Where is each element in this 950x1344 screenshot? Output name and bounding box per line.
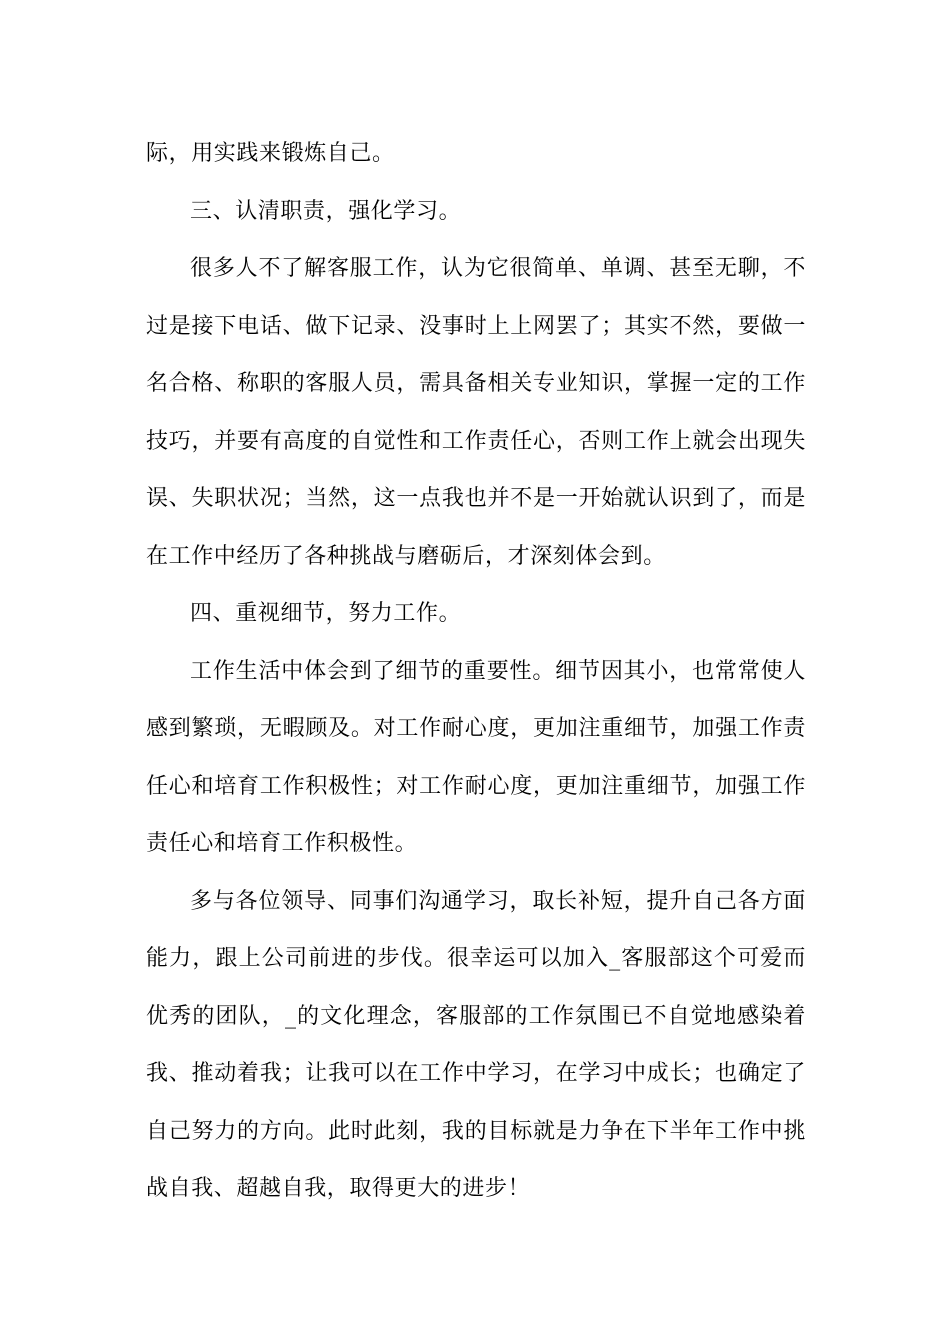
paragraph: 工作生活中体会到了细节的重要性。细节因其小，也常常使人感到繁琐，无暇顾及。对工作耐心度，更加注重细节，加强工作责任心和培育工作积极性；对工作耐心度，更加注重细节，加强工作责任心和培育工作积极性。	[146, 658, 806, 856]
section-heading-3: 三、认清职责，强化学习。	[190, 198, 462, 224]
paragraph-continuation: 际，用实践来锻炼自己。	[146, 141, 395, 166]
paragraph: 多与各位领导、同事们沟通学习，取长补短，提升自己各方面能力，跟上公司前进的步伐。很幸运可以加入_客服部这个可爱而优秀的团队，_的文化理念，客服部的工作氛围已不自觉地感染着我、推动着我；让我可以在工作中学习，在学习中成长；也确定了自己努力的方向。此时此刻，我的目标就是力争在下半年工作中挑战自我、超越自我，取得更大的进步！	[146, 888, 806, 1201]
section-heading-4: 四、重视细节，努力工作。	[190, 601, 462, 626]
paragraph: 很多人不了解客服工作，认为它很简单、单调、甚至无聊，不过是接下电话、做下记录、没事时上上网罢了；其实不然，要做一名合格、称职的客服人员，需具备相关专业知识，掌握一定的工作技巧，并要有高度的自觉性和工作责任心，否则工作上就会出现失误、失职状况；当然，这一点我也并不是一开始就认识到了，而是在工作中经历了各种挑战与磨砺后，才深刻体会到。	[146, 256, 806, 569]
document-body	[146, 125, 806, 1218]
